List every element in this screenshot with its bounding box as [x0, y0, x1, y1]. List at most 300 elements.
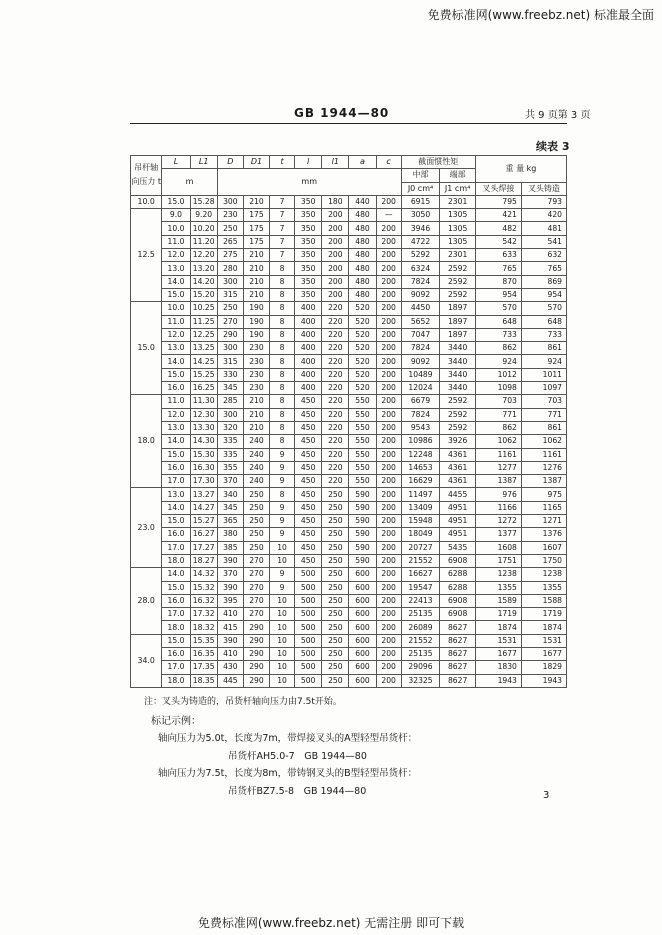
table-cell: 265: [217, 235, 243, 248]
table-cell: 210: [243, 395, 269, 408]
table-cell: 10.20: [190, 222, 217, 235]
table-cell: 8627: [440, 621, 476, 634]
table-cell: 10.0: [162, 302, 190, 315]
table-cell: 200: [322, 262, 349, 275]
table-cell: 9: [270, 528, 295, 541]
table-cell: 480: [349, 275, 376, 288]
table-cell: 11.0: [162, 395, 190, 408]
table-cell: 270: [243, 568, 269, 581]
table-cell: 590: [349, 541, 376, 554]
header-inertia: 截面惯性矩: [401, 156, 475, 169]
table-cell: 20727: [401, 541, 440, 554]
example-label: 标记示例：: [151, 716, 201, 727]
table-cell: 2592: [440, 275, 476, 288]
table-cell: 400: [295, 302, 322, 315]
table-cell: 15948: [401, 515, 440, 528]
table-cell: 32325: [401, 674, 440, 687]
table-cell: 230: [217, 209, 243, 222]
table-cell: 250: [322, 568, 349, 581]
table-cell: 17.0: [162, 661, 190, 674]
axial-force-cell: 28.0: [131, 568, 162, 634]
table-cell: 590: [349, 528, 376, 541]
table-cell: 9: [270, 501, 295, 514]
table-cell: 15.0: [162, 368, 190, 381]
table-cell: 450: [295, 528, 322, 541]
table-cell: 10: [270, 554, 295, 567]
table-cell: 12.0: [162, 328, 190, 341]
table-cell: 8: [270, 435, 295, 448]
bottom-banner: 免费标准网(www.freebz.net) 无需注册 即可下载: [197, 916, 465, 930]
table-cell: 200: [376, 448, 401, 461]
table-row: [131, 661, 567, 674]
table-cell: 200: [376, 488, 401, 501]
table-cell: 480: [349, 262, 376, 275]
table-cell: 21552: [401, 634, 440, 647]
table-cell: 9: [270, 568, 295, 581]
table-cell: 200: [322, 209, 349, 222]
table-cell: 200: [376, 541, 401, 554]
table-cell: 7: [270, 235, 295, 248]
table-cell: 550: [349, 435, 376, 448]
table-cell: 450: [295, 515, 322, 528]
table-cell: 6288: [440, 581, 476, 594]
table-cell: 1830: [475, 661, 521, 674]
table-cell: 200: [376, 195, 401, 208]
table-cell: 200: [376, 222, 401, 235]
table-cell: 600: [349, 608, 376, 621]
table-cell: 500: [295, 674, 322, 687]
table-cell: 8: [270, 395, 295, 408]
table-cell: 520: [349, 302, 376, 315]
table-cell: 600: [349, 647, 376, 660]
table-row: [131, 594, 567, 607]
table-cell: 1376: [521, 528, 566, 541]
table-row: [131, 195, 567, 208]
table-cell: 15.0: [162, 288, 190, 301]
table-cell: 400: [295, 328, 322, 341]
table-cell: 976: [475, 488, 521, 501]
table-cell: 18049: [401, 528, 440, 541]
table-cell: 12.0: [162, 408, 190, 421]
table-cell: 7: [270, 222, 295, 235]
table-cell: 10: [270, 647, 295, 660]
table-cell: 200: [376, 661, 401, 674]
axial-force-cell: 15.0: [131, 302, 162, 395]
table-cell: 220: [322, 408, 349, 421]
table-cell: 590: [349, 554, 376, 567]
table-cell: 230: [243, 368, 269, 381]
table-cell: 8: [270, 275, 295, 288]
table-cell: 200: [376, 249, 401, 262]
table-cell: 200: [376, 355, 401, 368]
table-cell: 16.0: [162, 594, 190, 607]
table-cell: 1271: [521, 515, 566, 528]
table-cell: 10: [270, 608, 295, 621]
table-cell: 350: [295, 262, 322, 275]
table-cell: 600: [349, 621, 376, 634]
table-cell: 3440: [440, 382, 476, 395]
table-cell: 11.0: [162, 315, 190, 328]
table-cell: 11497: [401, 488, 440, 501]
table-cell: 8: [270, 302, 295, 315]
table-cell: 290: [243, 634, 269, 647]
table-cell: 335: [217, 435, 243, 448]
table-cell: 4722: [401, 235, 440, 248]
table-cell: 200: [376, 395, 401, 408]
table-cell: 250: [217, 302, 243, 315]
table-cell: 220: [322, 448, 349, 461]
table-row: [131, 501, 567, 514]
table-cell: 12.0: [162, 249, 190, 262]
table-cell: 450: [295, 501, 322, 514]
table-cell: 240: [243, 475, 269, 488]
table-cell: 390: [217, 554, 243, 567]
table-cell: 4450: [401, 302, 440, 315]
header-L: L: [162, 156, 190, 169]
table-cell: 270: [243, 594, 269, 607]
table-cell: 250: [322, 554, 349, 567]
table-cell: 200: [376, 568, 401, 581]
table-cell: 200: [376, 342, 401, 355]
table-cell: 230: [243, 382, 269, 395]
table-cell: 1829: [521, 661, 566, 674]
table-cell: 14.27: [190, 501, 217, 514]
table-cell: 520: [349, 315, 376, 328]
table-cell: 420: [521, 209, 566, 222]
table-cell: 13409: [401, 501, 440, 514]
table-cell: 3440: [440, 342, 476, 355]
table-cell: 350: [295, 288, 322, 301]
table-cell: 1387: [521, 475, 566, 488]
table-cell: 190: [243, 315, 269, 328]
table-cell: 390: [217, 581, 243, 594]
table-cell: 250: [322, 488, 349, 501]
table-cell: 2592: [440, 288, 476, 301]
spec-table-body: [131, 195, 567, 687]
table-cell: 7: [270, 249, 295, 262]
spec-table: [130, 155, 567, 688]
table-cell: 9543: [401, 421, 440, 434]
table-row: [131, 355, 567, 368]
table-cell: 600: [349, 634, 376, 647]
table-cell: 1589: [475, 594, 521, 607]
table-cell: 290: [243, 661, 269, 674]
header-welded: 叉头焊接: [475, 182, 521, 195]
table-cell: 16.27: [190, 528, 217, 541]
table-cell: 210: [243, 195, 269, 208]
table-cell: 440: [349, 195, 376, 208]
table-cell: 8627: [440, 674, 476, 687]
table-cell: 25135: [401, 647, 440, 660]
table-cell: 180: [322, 195, 349, 208]
table-cell: 18.0: [162, 554, 190, 567]
table-cell: 2592: [440, 395, 476, 408]
table-cell: 200: [376, 382, 401, 395]
header-t: t: [270, 156, 295, 169]
table-cell: 200: [376, 328, 401, 341]
table-cell: 520: [349, 355, 376, 368]
table-cell: 200: [376, 288, 401, 301]
table-cell: 1305: [440, 222, 476, 235]
table-cell: 220: [322, 435, 349, 448]
table-cell: 4361: [440, 461, 476, 474]
table-cell: 3440: [440, 355, 476, 368]
table-cell: 6908: [440, 594, 476, 607]
example-2-desc: 轴向压力为7.5t，长度为8m，带铸钢叉头的B型轻型吊货杆：: [158, 768, 418, 779]
table-cell: 175: [243, 209, 269, 222]
table-row: [131, 408, 567, 421]
table-cell: 862: [475, 342, 521, 355]
table-cell: 445: [217, 674, 243, 687]
table-cell: 1305: [440, 209, 476, 222]
table-cell: 17.30: [190, 475, 217, 488]
table-cell: 7824: [401, 342, 440, 355]
table-cell: 25135: [401, 608, 440, 621]
table-cell: 600: [349, 581, 376, 594]
table-cell: 5652: [401, 315, 440, 328]
table-cell: 1161: [521, 448, 566, 461]
table-cell: 17.35: [190, 661, 217, 674]
table-cell: 10.25: [190, 302, 217, 315]
table-cell: 1097: [521, 382, 566, 395]
table-cell: 12248: [401, 448, 440, 461]
table-cell: 520: [349, 342, 376, 355]
table-cell: 300: [217, 408, 243, 421]
table-cell: 410: [217, 608, 243, 621]
table-cell: 10: [270, 661, 295, 674]
table-cell: 14.30: [190, 435, 217, 448]
table-cell: 250: [322, 581, 349, 594]
header-unit-mm: mm: [217, 169, 401, 196]
table-cell: 14.20: [190, 275, 217, 288]
table-cell: 1677: [475, 647, 521, 660]
table-cell: 200: [322, 222, 349, 235]
table-cell: 733: [521, 328, 566, 341]
table-cell: 350: [295, 195, 322, 208]
table-row: [131, 382, 567, 395]
table-note: 注：叉头为铸造的，吊货杆轴向压力由7.5t开始。: [144, 697, 342, 707]
table-cell: 500: [295, 634, 322, 647]
table-cell: 210: [243, 275, 269, 288]
table-cell: 250: [322, 608, 349, 621]
table-cell: 570: [475, 302, 521, 315]
table-cell: 500: [295, 568, 322, 581]
table-cell: 550: [349, 408, 376, 421]
table-cell: 11.0: [162, 235, 190, 248]
table-cell: 703: [475, 395, 521, 408]
table-cell: 17.0: [162, 475, 190, 488]
table-cell: 15.28: [190, 195, 217, 208]
table-cell: 975: [521, 488, 566, 501]
table-row: [131, 581, 567, 594]
table-cell: 200: [376, 647, 401, 660]
table-cell: 13.0: [162, 262, 190, 275]
header-cast: 叉头铸造: [521, 182, 566, 195]
table-cell: 480: [349, 235, 376, 248]
table-cell: 480: [349, 288, 376, 301]
table-cell: 541: [521, 235, 566, 248]
table-cell: 1608: [475, 541, 521, 554]
table-cell: 4951: [440, 501, 476, 514]
table-cell: 14.32: [190, 568, 217, 581]
table-cell: 861: [521, 342, 566, 355]
table-cell: 954: [475, 288, 521, 301]
table-cell: 4951: [440, 515, 476, 528]
table-cell: 320: [217, 421, 243, 434]
table-cell: 1719: [521, 608, 566, 621]
table-cell: 7: [270, 195, 295, 208]
table-cell: 765: [521, 262, 566, 275]
table-cell: 10: [270, 634, 295, 647]
table-cell: 1277: [475, 461, 521, 474]
table-cell: 240: [243, 448, 269, 461]
table-cell: 315: [217, 288, 243, 301]
table-cell: 14.0: [162, 568, 190, 581]
table-cell: 385: [217, 541, 243, 554]
table-cell: 200: [376, 315, 401, 328]
table-cell: 1387: [475, 475, 521, 488]
table-row: [131, 461, 567, 474]
table-cell: 520: [349, 368, 376, 381]
table-cell: 390: [217, 634, 243, 647]
table-cell: 450: [295, 421, 322, 434]
table-cell: 1874: [521, 621, 566, 634]
table-cell: 1897: [440, 328, 476, 341]
table-cell: 250: [217, 222, 243, 235]
table-cell: 345: [217, 501, 243, 514]
table-row: [131, 608, 567, 621]
table-cell: 11.25: [190, 315, 217, 328]
table-cell: 290: [243, 647, 269, 660]
table-cell: 210: [243, 262, 269, 275]
page-info: 共 9 页第 3 页: [525, 110, 591, 121]
header-l1: l1: [322, 156, 349, 169]
table-cell: 200: [376, 275, 401, 288]
table-cell: 250: [322, 515, 349, 528]
table-cell: 290: [217, 328, 243, 341]
table-row: [131, 488, 567, 501]
table-cell: 5292: [401, 249, 440, 262]
table-cell: 590: [349, 488, 376, 501]
table-cell: 29096: [401, 661, 440, 674]
table-cell: 480: [349, 249, 376, 262]
table-cell: 200: [376, 435, 401, 448]
table-cell: 590: [349, 501, 376, 514]
standard-code: GB 1944—80: [294, 106, 390, 120]
table-cell: 500: [295, 581, 322, 594]
table-cell: 230: [243, 342, 269, 355]
table-row: [131, 541, 567, 554]
table-row: [131, 262, 567, 275]
table-cell: 648: [475, 315, 521, 328]
table-cell: 3926: [440, 435, 476, 448]
table-cell: 190: [243, 328, 269, 341]
header-J1: J1 cm⁴: [440, 182, 476, 195]
table-cell: 9: [270, 515, 295, 528]
table-cell: 370: [217, 475, 243, 488]
table-cell: 550: [349, 421, 376, 434]
table-row: [131, 435, 567, 448]
table-cell: 220: [322, 461, 349, 474]
table-row: [131, 302, 567, 315]
table-row: [131, 568, 567, 581]
table-cell: 1062: [521, 435, 566, 448]
table-cell: 250: [322, 594, 349, 607]
table-cell: 500: [295, 647, 322, 660]
table-cell: 550: [349, 461, 376, 474]
table-cell: 500: [295, 661, 322, 674]
table-cell: 570: [521, 302, 566, 315]
table-cell: 590: [349, 515, 376, 528]
table-cell: 200: [376, 515, 401, 528]
table-cell: 200: [376, 581, 401, 594]
table-row: [131, 554, 567, 567]
header-J0: J0 cm⁴: [401, 182, 440, 195]
table-cell: 350: [295, 275, 322, 288]
table-cell: 8: [270, 488, 295, 501]
table-cell: 2592: [440, 262, 476, 275]
table-cell: 6324: [401, 262, 440, 275]
table-cell: —: [376, 209, 401, 222]
table-cell: 8627: [440, 634, 476, 647]
table-cell: 200: [322, 288, 349, 301]
table-cell: 7: [270, 209, 295, 222]
table-cell: 8: [270, 328, 295, 341]
table-cell: 250: [243, 488, 269, 501]
table-row: [131, 475, 567, 488]
table-cell: 10: [270, 541, 295, 554]
table-cell: 250: [243, 528, 269, 541]
table-cell: 16.0: [162, 528, 190, 541]
table-cell: 7824: [401, 275, 440, 288]
table-cell: 15.0: [162, 581, 190, 594]
table-cell: 2301: [440, 249, 476, 262]
table-row: [131, 249, 567, 262]
table-cell: 18.32: [190, 621, 217, 634]
header-D1: D1: [243, 156, 269, 169]
table-cell: 16.30: [190, 461, 217, 474]
table-cell: 924: [475, 355, 521, 368]
table-cell: 17.0: [162, 541, 190, 554]
table-cell: 450: [295, 475, 322, 488]
table-cell: 250: [243, 541, 269, 554]
table-row: [131, 315, 567, 328]
table-cell: 15.0: [162, 448, 190, 461]
table-cell: 1588: [521, 594, 566, 607]
table-row: [131, 421, 567, 434]
table-cell: 200: [376, 475, 401, 488]
table-cell: 345: [217, 382, 243, 395]
table-cell: 8627: [440, 647, 476, 660]
table-cell: 954: [521, 288, 566, 301]
table-cell: 8: [270, 421, 295, 434]
table-cell: 400: [295, 315, 322, 328]
table-cell: 200: [376, 368, 401, 381]
table-cell: 410: [217, 647, 243, 660]
table-cell: 1272: [475, 515, 521, 528]
table-cell: 380: [217, 528, 243, 541]
table-cell: 13.0: [162, 488, 190, 501]
header-L1: L1: [190, 156, 217, 169]
table-cell: 8: [270, 315, 295, 328]
table-cell: 480: [349, 209, 376, 222]
table-cell: 14.0: [162, 355, 190, 368]
table-cell: 600: [349, 568, 376, 581]
table-cell: 210: [243, 288, 269, 301]
table-cell: 250: [322, 634, 349, 647]
table-row: [131, 368, 567, 381]
table-cell: 300: [217, 275, 243, 288]
